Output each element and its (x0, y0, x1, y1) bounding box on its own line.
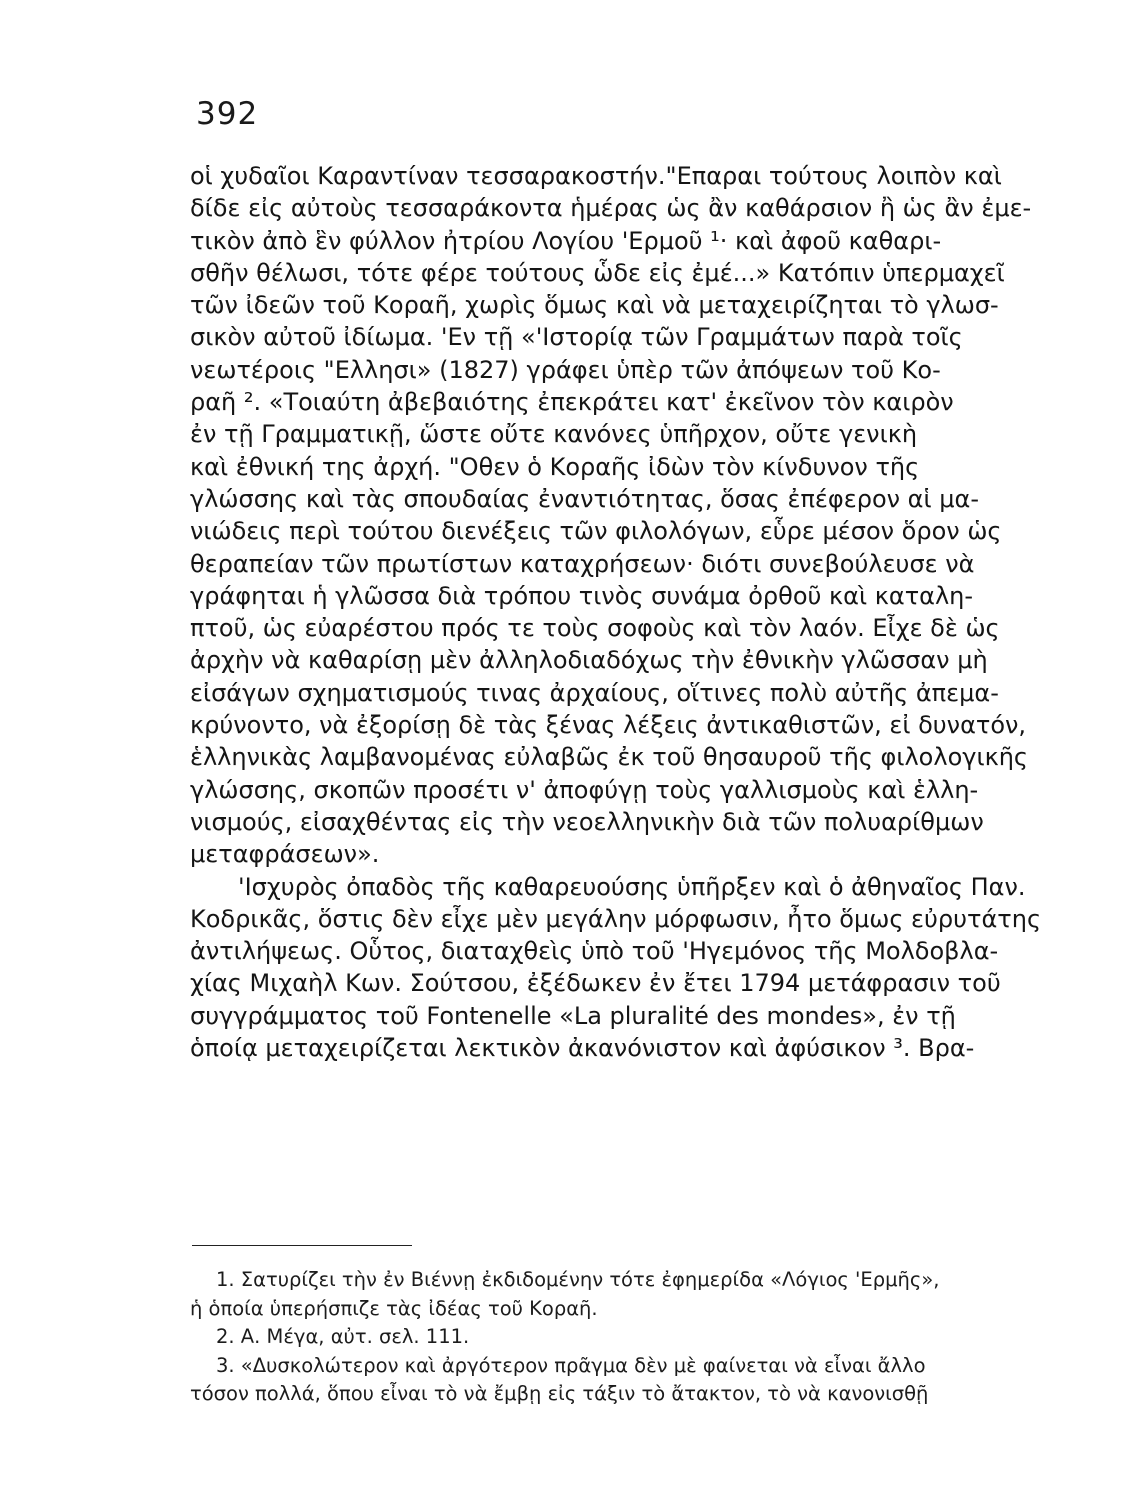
text-line: ἀντιλήψεως. Οὗτος, διαταχθεὶς ὑπὸ τοῦ 'Ηγεμόνος τῆς Μολδοβλα- (190, 937, 999, 966)
text-line: κρύνοντο, νὰ ἐξορίσῃ δὲ τὰς ξένας λέξεις ἀντικαθιστῶν, εἰ δυνατόν, (190, 711, 1027, 740)
text-line: δίδε εἰς αὐτοὺς τεσσαράκοντα ἡμέρας ὡς ἂν καθάρσιον ἢ ὡς ἂν ἐμε- (190, 194, 1032, 223)
text-line: γλώσσης, σκοπῶν προσέτι ν' ἀποφύγῃ τοὺς γαλλισμοὺς καὶ ἑλλη- (190, 775, 979, 804)
page-number: 392 (196, 96, 259, 132)
text-line: θεραπείαν τῶν πρωτίστων καταχρήσεων· διότι συνεβούλευσε νὰ (190, 549, 975, 578)
text-line: νισμούς, εἰσαχθέντας εἰς τὴν νεοελληνικὴν διὰ τῶν πολυαρίθμων (190, 807, 984, 836)
text-line: συγγράμματος τοῦ Fontenelle «La pluralité des mondes», ἐν τῇ (190, 1001, 956, 1030)
text-line: πτοῦ, ὡς εὐαρέστου πρός τε τοὺς σοφοὺς καὶ τὸν λαόν. Εἶχε δὲ ὡς (190, 614, 1000, 643)
footnote-line: 3. «Δυσκολώτερον καὶ ἀργότερον πρᾶγμα δὲν μὲ φαίνεται νὰ εἶναι ἄλλο (216, 1353, 926, 1377)
text-line: ἀρχὴν νὰ καθαρίσῃ μὲν ἀλληλοδιαδόχως τὴν ἐθνικὴν γλῶσσαν μὴ (190, 646, 988, 675)
text-line: σικὸν αὐτοῦ ἰδίωμα. 'Εν τῇ «'Ιστορίᾳ τῶν Γραμμάτων παρὰ τοῖς (190, 323, 963, 352)
text-line: τικὸν ἀπὸ ἓν φύλλον ἠτρίου Λογίου 'Ερμοῦ ¹· καὶ ἀφοῦ καθαρι- (190, 226, 942, 255)
footnote-line: 1. Σατυρίζει τὴν ἐν Βιέννῃ ἐκδιδομένην τότε ἐφημερίδα «Λόγιος 'Ερμῆς», (216, 1268, 940, 1291)
text-line: γράφηται ἡ γλῶσσα διὰ τρόπου τινὸς συνάμα ὀρθοῦ καὶ καταλη- (190, 581, 974, 610)
footnote-line: 2. Α. Μέγα, αὐτ. σελ. 111. (216, 1325, 470, 1348)
text-line: νιώδεις περὶ τούτου διενέξεις τῶν φιλολόγων, εὗρε μέσον ὅρον ὡς (190, 517, 1002, 546)
text-line: τῶν ἰδεῶν τοῦ Κοραῆ, χωρὶς ὅμως καὶ νὰ μεταχειρίζηται τὸ γλωσ- (190, 291, 999, 320)
text-line: καὶ ἐθνική της ἀρχή. "Οθεν ὁ Κοραῆς ἰδὼν τὸν κίνδυνον τῆς (190, 452, 920, 481)
paragraph-start-line: 'Ισχυρὸς ὀπαδὸς τῆς καθαρευούσης ὑπῆρξεν καὶ ὁ ἀθηναῖος Παν. (238, 872, 1026, 901)
text-line: ἑλληνικὰς λαμβανομένας εὐλαβῶς ἐκ τοῦ θησαυροῦ τῆς φιλολογικῆς (190, 743, 1029, 772)
text-line: σθῆν θέλωσι, τότε φέρε τούτους ὧδε εἰς ἐμέ...» Κατόπιν ὑπερμαχεῖ (190, 258, 1005, 287)
text-line: ἐν τῇ Γραμματικῇ, ὥστε οὔτε κανόνες ὑπῆρχον, οὔτε γενικὴ (190, 420, 918, 449)
text-line: γλώσσης καὶ τὰς σπουδαίας ἐναντιότητας, ὅσας ἐπέφερον αἱ μα- (190, 484, 979, 513)
text-line: οἱ χυδαῖοι Καραντίναν τεσσαρακοστήν."Επαραι τούτους λοιπὸν καὶ (190, 162, 1002, 190)
text-line: χίας Μιχαὴλ Κων. Σούτσου, ἐξέδωκεν ἐν ἔτει 1794 μετάφρασιν τοῦ (190, 969, 1001, 998)
text-line: νεωτέροις "Ελλησι» (1827) γράφει ὑπὲρ τῶν ἀπόψεων τοῦ Κο- (190, 355, 941, 384)
text-line: εἰσάγων σχηματισμούς τινας ἀρχαίους, οἵτινες πολὺ αὐτῆς ἀπεμα- (190, 678, 999, 707)
text-line: Κοδρικᾶς, ὅστις δὲν εἶχε μὲν μεγάλην μόρφωσιν, ἦτο ὅμως εὐρυτάτης (190, 904, 1042, 933)
text-line: ὁποίᾳ μεταχειρίζεται λεκτικὸν ἀκανόνιστον καὶ ἀφύσικον ³. Βρα- (190, 1034, 975, 1063)
footnote-divider (192, 1245, 412, 1246)
footnotes (190, 1266, 1080, 1409)
footnote-line: ἡ ὁποία ὑπερήσπιζε τὰς ἰδέας τοῦ Κοραῆ. (190, 1296, 598, 1320)
text-line: ραῆ ². «Τοιαύτη ἀβεβαιότης ἐπεκράτει κατ' ἐκεῖνον τὸν καιρὸν (190, 388, 954, 417)
footnote-line: τόσον πολλά, ὅπου εἶναι τὸ νὰ ἔμβῃ εἰς τάξιν τὸ ἄτακτον, τὸ νὰ κανονισθῇ (190, 1382, 929, 1405)
main-text (190, 160, 1080, 1064)
text-line: μεταφράσεων». (190, 840, 380, 869)
